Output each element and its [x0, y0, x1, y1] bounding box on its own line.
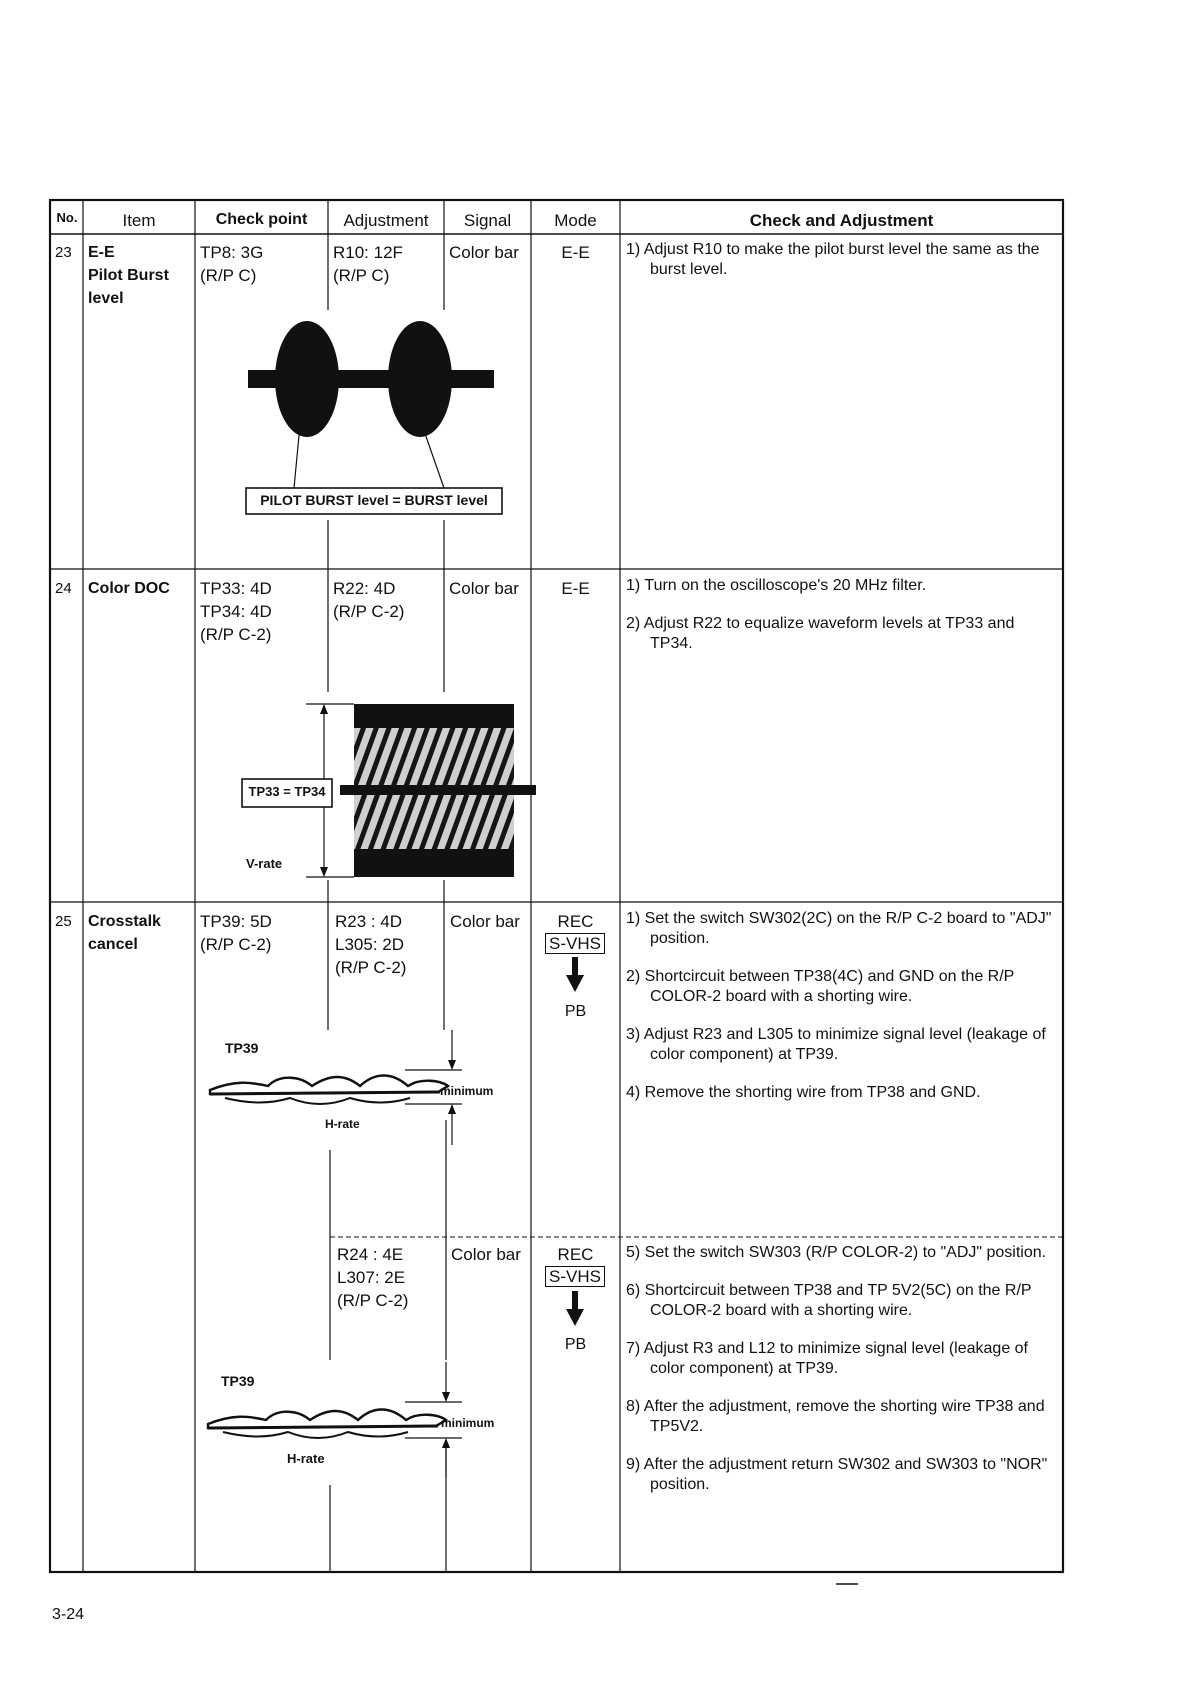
step: 1) Adjust R10 to make the pilot burst level the same as the burst level.	[626, 241, 1040, 278]
step: 9) After the adjustment return SW302 and SW303 to "NOR" position.	[626, 1456, 1048, 1493]
mode-svhs: S-VHS	[545, 1265, 605, 1288]
row-number: 23	[55, 244, 72, 261]
header-no: No.	[56, 210, 78, 225]
header-check-and-adjustment: Check and Adjustment	[749, 211, 934, 230]
signal: Color bar	[450, 912, 520, 931]
tp-label: TP39	[225, 1040, 259, 1056]
pilot-burst-waveform	[246, 321, 502, 514]
header-check-point: Check point	[215, 211, 308, 228]
step: 8) After the adjustment, remove the shorting wire TP38 and TP5V2.	[626, 1398, 1045, 1435]
rate-label: H-rate	[287, 1451, 325, 1466]
mode-arrow-icon	[566, 1291, 584, 1326]
signal: Color bar	[451, 1245, 521, 1264]
item-name: Color DOC	[88, 580, 170, 597]
header-adjustment: Adjustment	[343, 211, 429, 230]
steps-list	[626, 909, 1058, 1103]
signal: Color bar	[449, 579, 519, 598]
mode-rec: REC	[557, 1245, 594, 1264]
mode-rec: REC	[557, 912, 594, 931]
signal: Color bar	[449, 243, 519, 262]
step: 7) Adjust R3 and L12 to minimize signal level (leakage of color component) at TP39.	[626, 1340, 1028, 1377]
mode-svhs: S-VHS	[545, 932, 605, 955]
page-number: 3-24	[52, 1606, 85, 1623]
check-point: TP33: 4D TP34: 4D (R/P C-2)	[200, 579, 272, 644]
adjustment: R24 : 4E L307: 2E (R/P C-2)	[337, 1245, 409, 1310]
mode-pb: PB	[564, 1336, 587, 1353]
adjustment: R23 : 4D L305: 2D (R/P C-2)	[335, 912, 407, 977]
step: 3) Adjust R23 and L305 to minimize signal level (leakage of color component) at TP39.	[626, 1026, 1046, 1063]
adjustment: R10: 12F (R/P C)	[333, 243, 403, 285]
row-number: 24	[55, 580, 72, 597]
check-point: TP39: 5D (R/P C-2)	[200, 912, 272, 954]
step: 4) Remove the shorting wire from TP38 and GND.	[626, 1084, 981, 1101]
step: 1) Set the switch SW302(2C) on the R/P C-2 board to "ADJ" position.	[626, 910, 1052, 947]
step: 2) Shortcircuit between TP38(4C) and GND on the R/P COLOR-2 board with a shorting wire.	[626, 968, 1015, 1005]
adjustment: R22: 4D (R/P C-2)	[333, 579, 405, 621]
header-signal: Signal	[463, 211, 512, 230]
mode: E-E	[561, 579, 590, 598]
minimum-label: minimum	[441, 1416, 495, 1430]
figure-label: TP33 = TP34	[248, 784, 326, 799]
minimum-label: minimum	[440, 1084, 494, 1098]
rate-label: H-rate	[325, 1117, 360, 1131]
header-mode: Mode	[554, 211, 597, 230]
row-number: 25	[55, 913, 72, 930]
steps-list	[626, 576, 1058, 654]
step: 1) Turn on the oscilloscope's 20 MHz filter.	[626, 577, 927, 594]
tp-label: TP39	[221, 1373, 255, 1389]
item-name: Crosstalk cancel	[88, 913, 161, 953]
figure-label: PILOT BURST level = BURST level	[260, 492, 488, 508]
mode: E-E	[561, 243, 590, 262]
mode-pb: PB	[564, 1003, 587, 1020]
check-point: TP8: 3G (R/P C)	[200, 243, 264, 285]
header-item: Item	[122, 211, 156, 230]
step: 5) Set the switch SW303 (R/P COLOR-2) to "ADJ" position.	[626, 1244, 1047, 1261]
steps-list	[626, 1243, 1058, 1495]
rate-label: V-rate	[246, 856, 283, 871]
mode-arrow-icon	[566, 957, 584, 992]
item-name: E-E Pilot Burst level	[88, 244, 169, 307]
step: 2) Adjust R22 to equalize waveform levels at TP33 and TP34.	[626, 615, 1015, 652]
steps-list	[626, 240, 1058, 280]
step: 6) Shortcircuit between TP38 and TP 5V2(5C) on the R/P COLOR-2 board with a shorting wire.	[626, 1282, 1032, 1319]
